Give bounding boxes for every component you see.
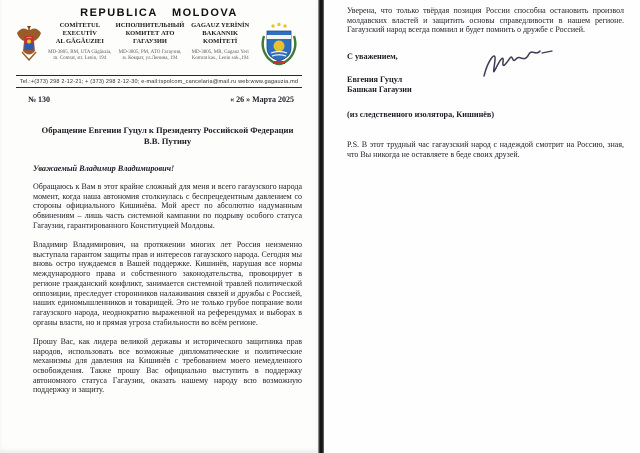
body-paragraph-3: Прошу Вас, как лидера великой державы и исторического защитника прав народов, использовать все возможные дипломатические и политические механизмы для давления на Кишинёв с требованием моего немедленного освобождения. Также прошу Вас официально выступить в поддержку автономного статуса Гагаузии, оказать нашему народу всю возможную поддержку и защиту. [33,336,302,395]
moldova-coat-of-arms-icon [14,24,46,69]
document-number: № 130 [28,95,51,104]
column-address-line: MD-3805, RM, UTA Găgăuzia, [48,50,112,55]
column-address-line: MD-3805, PM, АТО Гагаузия, [118,50,182,55]
column-address-line: MD-3805, MR, Gagauz Yeri [191,50,249,55]
letter-title-line-1: Обращение Евгении Гуцул к Президенту Российской Федерации [41,125,294,135]
letter-page-2 [324,0,640,453]
signer-name: Евгения Гуцул [347,75,403,85]
signer-title: Башкан Гагаузии [347,85,412,95]
column-title-line: GAGAUZ YERİNİN [191,22,250,29]
handwritten-signature-icon [476,46,562,82]
letter-page-2-body [324,0,640,447]
column-address-line: m. Comrat, str. Lenin, 194 [53,56,107,61]
letter-page-1 [0,0,318,453]
document-date: « 26 » Марта 2025 [230,95,294,104]
column-title-line: COMİTETUL EXECUTİV [59,22,101,37]
body-paragraph-2: Владимир Владимирович, на протяжении многих лет Россия неизменно выступала гарантом защиты прав и интересов гагаузского народа. Сегодня мы вновь остро нуждаемся в Вашей поддержке. Кишинёв, нарушая все нормы международного права и собственного законодательства, провоцирует в регионе гражданский конфликт, занимается системной травлей политической оппозиции, преследует сторонников налаживания связей и дружбы с Россией, наших единомышленников и товарищей. Это не только грубое попрание воли гагаузского народа, неоднократно выраженной на референдумах и выборах в органы власти, но и прямая угроза стабильности во всём регионе. [33,240,302,327]
closing-phrase: С уважением, [347,52,398,62]
gagauzia-coat-of-arms-icon [256,22,304,71]
contact-line: Tel.:+(373) 298 2-12-21; + (373) 298 2-12-30; e-mail:ispolcom_cancelaria@mail.ru web:www.gagauzia.md [19,78,299,85]
page2-paragraph: Уверена, что только твёрдая позиция России способна остановить произвол молдавских властей и защитить основы справедливости в нашем регионе. Гагаузский народ всегда помнил и будет помнить о дружбе с Россией. [347,6,624,35]
column-address-line: Komrat kas., Lenin sok.,194 [191,56,249,61]
letterhead-row [14,22,304,71]
letterhead-column-romanian [46,22,114,62]
country-title: REPUBLICA MOLDOVA [80,7,238,19]
letterhead [0,0,318,104]
document-number-row [14,88,304,104]
column-title-line: BAKANNIK KOMİTETİ [202,30,239,45]
column-title-line: AL GĂGĂUZIEI [55,38,104,45]
letterhead-column-russian [114,22,187,62]
postscript: P.S. В этот трудный час гагаузский народ с надеждой смотрит на Россию, зная, что Вы никогда не оставляете в беде своих друзей. [347,140,624,159]
letter-title-line-2: В.В. Путину [143,136,192,146]
letter-title [33,125,302,147]
letter-body [0,125,318,395]
location-note: (из следственного изолятора, Кишинёв) [347,110,495,120]
column-title-line: КОМИТЕТ АТО ГАГАУЗИИ [125,30,175,45]
column-address-line: м. Комрат, ул.Ленина, 194 [122,56,178,61]
salutation: Уважаемый Владимир Владимирович! [33,164,175,173]
letterhead-column-gagauz [186,22,254,62]
letterhead-columns [46,22,254,62]
column-title-line: ИСПОЛНИТЕЛЬНЫЙ [115,22,185,29]
body-paragraph-1: Обращаюсь к Вам в этот крайне сложный для меня и всего гагаузского народа момент, когда наша автономия столкнулась с беспрецедентным давлением со стороны официального Кишинёва. Мой арест по абсолютно надуманным обвинениям – лишь часть системной кампании по подрыву особого статуса Гагаузии, гарантированного Конституцией Молдовы. [33,182,302,230]
